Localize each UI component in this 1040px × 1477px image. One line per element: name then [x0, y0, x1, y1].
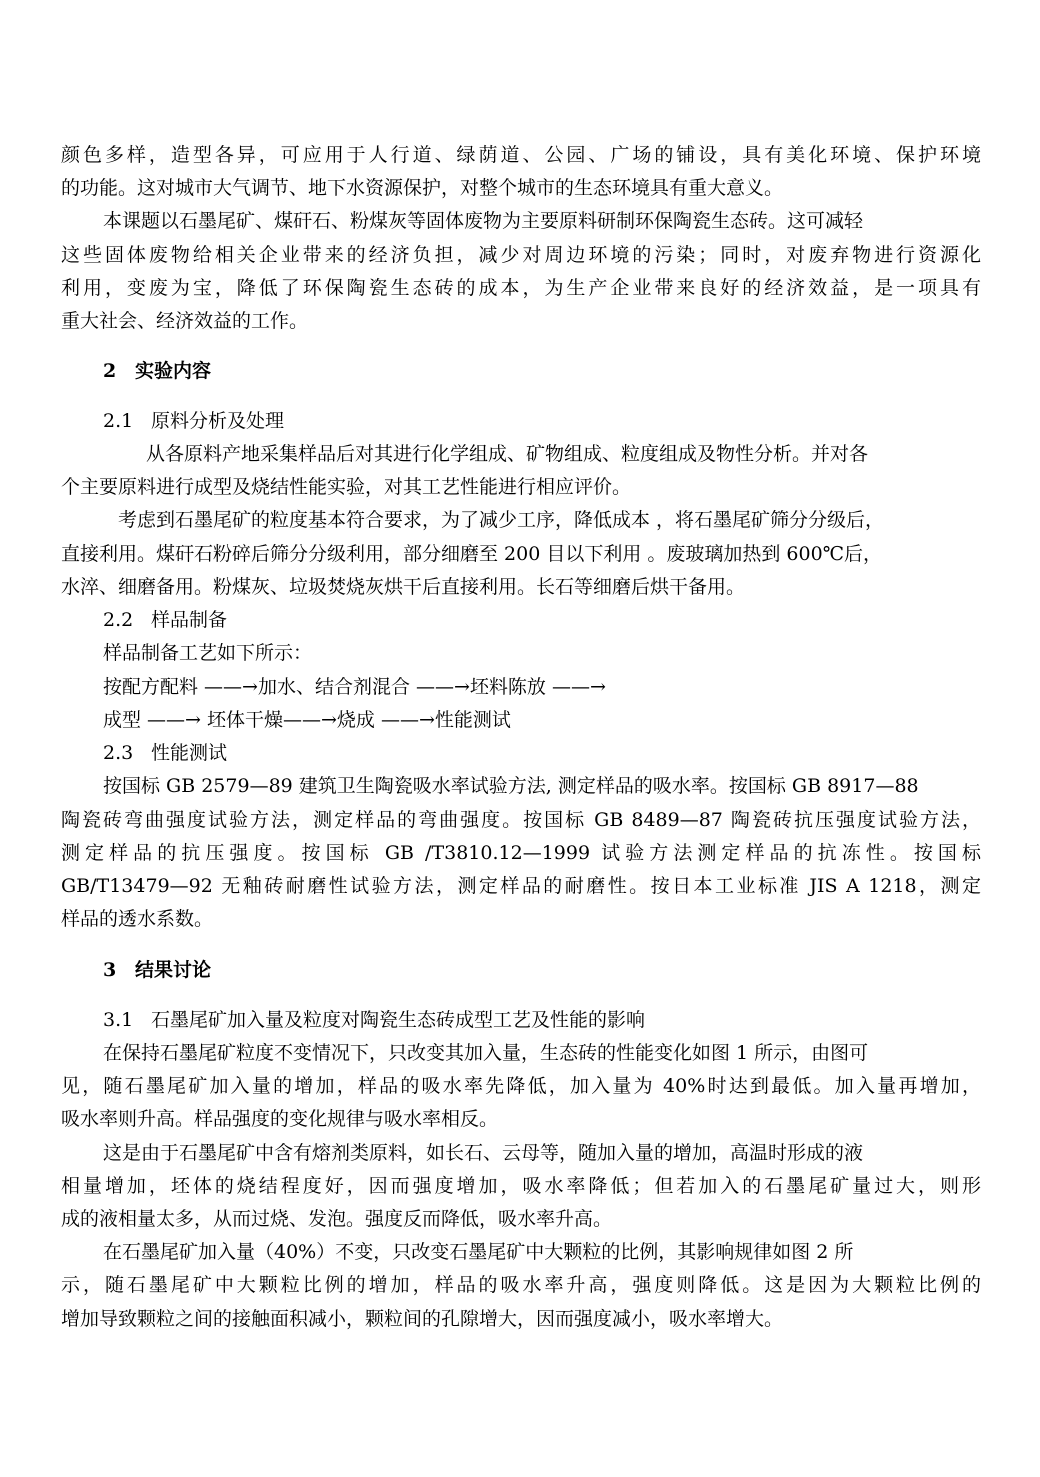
- subsection-title: 样品制备: [151, 609, 228, 631]
- paragraph-line: 示，随石墨尾矿中大颗粒比例的增加，样品的吸水率升高，强度则降低。这是因为大颗粒比例的: [61, 1274, 981, 1296]
- subsection-heading: [103, 607, 227, 633]
- paragraph-line: 相量增加，坯体的烧结程度好，因而强度增加，吸水率降低；但若加入的石墨尾矿量过大，则形: [61, 1175, 981, 1197]
- paragraph-line: GB/T13479—92 无釉砖耐磨性试验方法，测定样品的耐磨性。按日本工业标准 JIS A 1218，测定: [61, 875, 981, 897]
- subsection-heading: [103, 740, 227, 766]
- section-heading: [103, 358, 211, 384]
- subsection-title: 性能测试: [151, 742, 228, 764]
- subsection-number: 3.1: [103, 1009, 134, 1031]
- subsection-title: 原料分析及处理: [151, 410, 285, 432]
- subsection-heading: [103, 1007, 645, 1033]
- subsection-title: 石墨尾矿加入量及粒度对陶瓷生态砖成型工艺及性能的影响: [151, 1009, 646, 1031]
- paragraph-line: 颜色多样，造型各异，可应用于人行道、绿荫道、公园、广场的铺设，具有美化环境、保护环境: [61, 144, 981, 166]
- paragraph-line: 水淬、细磨备用。粉煤灰、垃圾焚烧灰烘干后直接利用。长石等细磨后烘干备用。: [61, 576, 746, 598]
- paragraph-line: 样品的透水系数。: [61, 908, 214, 930]
- paragraph-line: 直接利用。煤矸石粉碎后筛分分级利用，部分细磨至 200 目以下利用 。废玻璃加热到 600℃后，: [61, 543, 882, 565]
- section-title: 实验内容: [135, 360, 212, 382]
- section-title: 结果讨论: [135, 959, 212, 981]
- subsection-heading: [103, 408, 284, 434]
- paragraph-line: 从各原料产地采集样品后对其进行化学组成、矿物组成、粒度组成及物性分析。并对各: [146, 443, 869, 465]
- subsection-number: 2.3: [103, 742, 134, 764]
- paragraph-line: 按国标 GB 2579—89 建筑卫生陶瓷吸水率试验方法, 测定样品的吸水率。按国标 GB 8917—88: [103, 775, 919, 797]
- paragraph-line: 重大社会、经济效益的工作。: [61, 310, 309, 332]
- paragraph-line: 这些固体废物给相关企业带来的经济负担，减少对周边环境的污染；同时，对废弃物进行资源化: [61, 244, 981, 266]
- section-number: 2: [103, 360, 117, 382]
- paragraph-line: 在石墨尾矿加入量（40%）不变，只改变石墨尾矿中大颗粒的比例，其影响规律如图 2 所: [103, 1241, 854, 1263]
- process-flow-line: 按配方配料 ——→加水、结合剂混合 ——→坯料陈放 ——→: [103, 676, 606, 698]
- subsection-number: 2.2: [103, 609, 134, 631]
- paragraph-line: 在保持石墨尾矿粒度不变情况下，只改变其加入量，生态砖的性能变化如图 1 所示，由图可: [103, 1042, 869, 1064]
- paragraph-line: 样品制备工艺如下所示：: [103, 642, 313, 664]
- paragraph-line: 的功能。这对城市大气调节、地下水资源保护，对整个城市的生态环境具有重大意义。: [61, 177, 784, 199]
- section-heading: [103, 957, 211, 983]
- paragraph-line: 个主要原料进行成型及烧结性能实验，对其工艺性能进行相应评价。: [61, 476, 632, 498]
- paragraph-line: 利用，变废为宝，降低了环保陶瓷生态砖的成本，为生产企业带来良好的经济效益，是一项具有: [61, 277, 981, 299]
- paragraph-line: 陶瓷砖弯曲强度试验方法，测定样品的弯曲强度。按国标 GB 8489—87 陶瓷砖抗压强度试验方法，: [61, 809, 981, 831]
- paragraph-line: 吸水率则升高。样品强度的变化规律与吸水率相反。: [61, 1108, 499, 1130]
- paragraph-line: 见，随石墨尾矿加入量的增加，样品的吸水率先降低，加入量为 40%时达到最低。加入量再增加，: [61, 1075, 981, 1097]
- process-flow-line: 成型 ——→ 坯体干燥——→烧成 ——→性能测试: [103, 709, 511, 731]
- subsection-number: 2.1: [103, 410, 134, 432]
- paragraph-line: 本课题以石墨尾矿、煤矸石、粉煤灰等固体废物为主要原料研制环保陶瓷生态砖。这可减轻: [103, 210, 864, 232]
- section-number: 3: [103, 959, 117, 981]
- paragraph-line: 增加导致颗粒之间的接触面积减小，颗粒间的孔隙增大，因而强度减小，吸水率增大。: [61, 1308, 784, 1330]
- paragraph-line: 成的液相量太多，从而过烧、发泡。强度反而降低，吸水率升高。: [61, 1208, 613, 1230]
- paragraph-line: 考虑到石墨尾矿的粒度基本符合要求，为了减少工序，降低成本 ，将石墨尾矿筛分分级后，: [118, 509, 885, 531]
- paragraph-line: 测定样品的抗压强度。按国标 GB /T3810.12—1999 试验方法测定样品的抗冻性。按国标: [61, 842, 981, 864]
- paragraph-line: 这是由于石墨尾矿中含有熔剂类原料，如长石、云母等，随加入量的增加，高温时形成的液: [103, 1142, 864, 1164]
